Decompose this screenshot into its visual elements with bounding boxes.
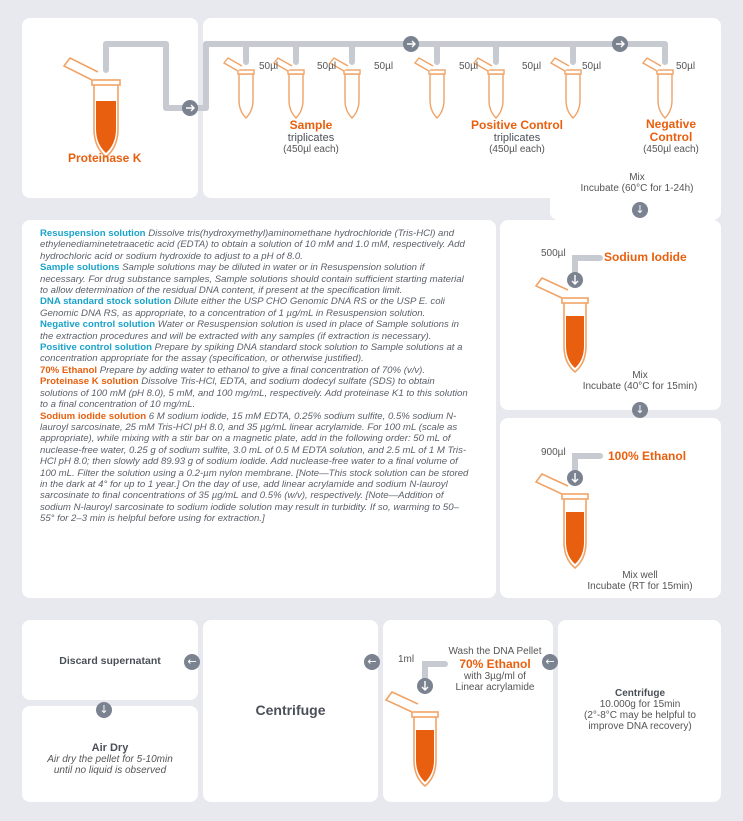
wash-tube: [386, 692, 438, 786]
proteinase-tube: [64, 58, 120, 157]
step1-mix: Mix: [629, 172, 645, 183]
ethanol-label: 100% Ethanol: [608, 449, 687, 463]
centrifuge-title: Centrifuge: [615, 688, 665, 699]
note-paragraph: [40, 376, 470, 410]
sodium-iodide-label: Sodium Iodide: [604, 250, 687, 264]
sodium-iodide-tube: [536, 278, 588, 372]
airdry-l2: until no liquid is observed: [53, 765, 167, 776]
positive-title: Positive Control: [470, 118, 563, 132]
note-text: Prepare by spiking DNA standard stock solution to Sample solutions at a concentration appropriate for the assay (specification, or otherwise justified).: [40, 342, 463, 365]
centrifuge-l2: (2°-8°C may be helpful to: [584, 710, 696, 721]
note-text: Dissolve Tris-HCl, EDTA, and sodium dodecyl sulfate (SDS) to obtain solutions of 100 mM (pH 8.0), 5 mM, and 100 mg/mL, respectively. Add proteinase K1 to this solution to a final concentration of 10 mg/mL.: [40, 376, 468, 411]
step2-mix: Mix: [632, 370, 648, 381]
centrifuge-l3: improve DNA recovery): [588, 721, 692, 732]
notes-text: [40, 228, 470, 525]
step2-text: [560, 370, 720, 392]
note-paragraph: [40, 342, 470, 365]
vol-2: 50µl: [317, 61, 337, 72]
step3-text: [560, 570, 720, 592]
vol-5: 50µl: [522, 61, 542, 72]
wash-reagent: 70% Ethanol: [459, 657, 531, 671]
wash-text: [440, 646, 550, 693]
note-text: Prepare by adding water to ethanol to give a final concentration of 70% (v/v).: [97, 364, 426, 376]
airdry-title: Air Dry: [91, 742, 129, 754]
step1-text: [552, 172, 722, 194]
left-arrow-icon: ←: [184, 654, 200, 670]
note-paragraph: [40, 411, 470, 525]
sample-group: [268, 118, 354, 155]
negative-title-2: Control: [649, 130, 693, 144]
vol-1: 50µl: [259, 61, 279, 72]
sample-tube: [551, 58, 581, 118]
note-text: Sample solutions may be diluted in water or in Resuspension solution if necessary. For drug substance samples, Sample solutions should contain sufficient starting material to allow determination of the residual DNA content, if present at the specification limit.: [40, 262, 464, 297]
note-label: Resuspension solution: [40, 228, 146, 239]
note-text: 6 M sodium iodide, 15 mM EDTA, 0.25% sodium sulfite, 0.5% sodium N-lauroyl sarcosinate, 25 mM Tris-HCl pH 8.0, and 35 µg/mL linear acrylamide. For 100 mL (scale as appropriate), while mixing with a stir bar on a magnetic plate, add in the following order: 50 mL of nuclease-free water, 0.25 g of sodium sulfite, 3.0 mL of 0.5 M EDTA solution, and 2.5 mL of 1 M Tris-HCl pH 8.0; then slowly add 89.93 g of sodium iodide. Add nuclease-free water to a final volume of 100 mL. Filter the solution using a 0.2-µm nylon membrane. [Note—This stock solution can be stored in the dark at 4° for up to 1 year.] On the day of use, add linear acrylamide and sodium N-lauroyl sarcosinate to final concentrations of 35 µg/mL and 0.5% (w/v), respectively. [Note—Addition of sodium N-lauroyl sarcosinate to sodium iodide solution may result in turbidity. If so, warming to 50–55° for 2–3 min is helpful before using for extraction.]: [40, 410, 469, 525]
sample-tube: [274, 58, 304, 118]
note-label: Negative control solution: [40, 319, 156, 331]
negative-vol: (450µl each): [643, 144, 699, 155]
positive-vol: (450µl each): [489, 144, 545, 155]
note-paragraph: [40, 365, 470, 376]
sample-tube: [643, 58, 673, 118]
note-paragraph: [40, 228, 470, 262]
ethanol-vol: 900µl: [541, 447, 566, 458]
wash-l1: with 3µg/ml of: [464, 671, 526, 682]
sample-title: Sample: [289, 118, 333, 132]
note-paragraph: [40, 262, 470, 296]
note-text: Dissolve tris(hydroxymethyl)aminomethane hydrochloride (Tris-HCl) and ethylenediaminetetraacetic acid (EDTA) to obtain a solution of 10 mM and 1.0 mM, respectively. Add hydrochloric acid or sodium hydroxide to adjust to a pH of 8.0.: [40, 228, 465, 262]
note-paragraph: [40, 319, 470, 342]
note-label: Sodium iodide solution: [40, 410, 147, 422]
step3-mix: Mix well: [622, 570, 658, 581]
down-arrow-icon: ↓: [632, 202, 648, 218]
proteinase-label: Proteinase K: [68, 151, 142, 165]
vol-3: 50µl: [374, 61, 394, 72]
step1-incubate: Incubate (60°C for 1-24h): [580, 183, 694, 194]
sample-tube: [474, 58, 504, 118]
down-arrow-icon: ↓: [632, 402, 648, 418]
note-text: Dilute either the USP CHO Genomic DNA RS or the USP E. coli Genomic DNA RS, as appropriate, to a concentration of 1 µg/mL in Resuspension solution.: [40, 296, 445, 319]
sodium-vol: 500µl: [541, 248, 566, 259]
airdry-text: [22, 742, 198, 776]
sample-vol: (450µl each): [283, 144, 339, 155]
main-pipe: [106, 44, 665, 108]
step2-incubate: Incubate (40°C for 15min): [582, 381, 698, 392]
note-text: Water or Resuspension solution is used in place of Sample solutions in the extraction procedures and will be extracted with any samples (if extraction is necessary).: [40, 319, 459, 342]
left-arrow-icon: ←: [542, 654, 558, 670]
note-label: Proteinase K solution: [40, 376, 139, 388]
positive-group: [462, 118, 572, 155]
wash-title: Wash the DNA Pellet: [448, 646, 542, 657]
down-arrow-icon: ↓: [96, 702, 112, 718]
left-arrow-icon: ←: [364, 654, 380, 670]
note-paragraph: [40, 296, 470, 319]
vol-6: 50µl: [582, 61, 602, 72]
vol-7: 50µl: [676, 61, 696, 72]
note-label: Positive control solution: [40, 342, 152, 354]
centrifuge-l1: 10.000g for 15min: [599, 699, 681, 710]
sample-tube: [415, 58, 445, 118]
wash-vol: 1ml: [398, 654, 415, 665]
sample-sub: triplicates: [287, 132, 335, 144]
negative-title-1: Negative: [645, 117, 697, 131]
discard-label: Discard supernatant: [59, 655, 161, 667]
note-label: Sample solutions: [40, 262, 120, 274]
step3-incubate: Incubate (RT for 15min): [587, 581, 693, 592]
centrifuge2-label: Centrifuge: [255, 702, 326, 718]
negative-group: [636, 118, 706, 155]
vol-4: 50µl: [459, 61, 479, 72]
positive-sub: triplicates: [493, 132, 541, 144]
centrifuge-text: [565, 688, 715, 732]
sample-tube: [224, 58, 254, 118]
ethanol-tube: [536, 474, 588, 568]
wash-l2: Linear acrylamide: [455, 682, 535, 693]
note-label: DNA standard stock solution: [40, 296, 172, 308]
note-label: 70% Ethanol: [40, 364, 98, 376]
airdry-l1: Air dry the pellet for 5-10min: [47, 754, 173, 765]
